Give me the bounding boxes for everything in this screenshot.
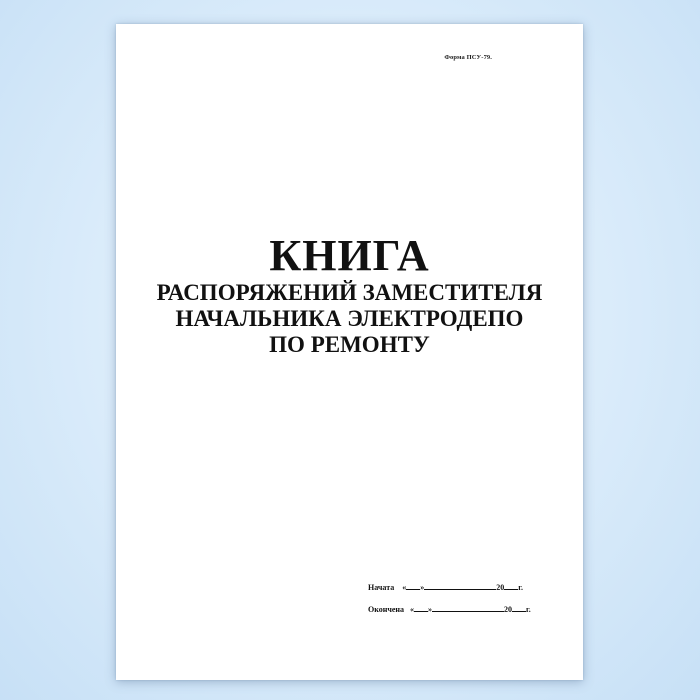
- century-text: 20: [504, 605, 513, 614]
- close-quote: »: [420, 583, 425, 592]
- book-cover: [116, 24, 583, 680]
- month-blank: [424, 581, 496, 590]
- finished-date-row: [368, 603, 531, 625]
- century-text: 20: [496, 583, 505, 592]
- date-fields: [368, 581, 531, 625]
- year-blank: [504, 581, 518, 590]
- page-title: КНИГА: [269, 231, 430, 280]
- year-blank: [512, 603, 526, 612]
- finished-label: Окончена: [368, 605, 405, 614]
- started-date-row: [368, 581, 531, 603]
- page-subtitle: РАСПОРЯЖЕНИЙ ЗАМЕСТИТЕЛЯ НАЧАЛЬНИКА ЭЛЕКТРОДЕПО ПО РЕМОНТУ: [156, 280, 543, 357]
- month-blank: [432, 603, 504, 612]
- started-label: Начата: [368, 583, 395, 592]
- open-quote: «: [402, 583, 407, 592]
- close-quote: »: [428, 605, 433, 614]
- open-quote: «: [410, 605, 415, 614]
- year-suffix: г.: [518, 583, 523, 592]
- title-block: [116, 232, 583, 358]
- form-code: Форма ПСУ-79.: [444, 54, 492, 61]
- day-blank: [414, 603, 428, 612]
- day-blank: [406, 581, 420, 590]
- year-suffix: г.: [526, 605, 531, 614]
